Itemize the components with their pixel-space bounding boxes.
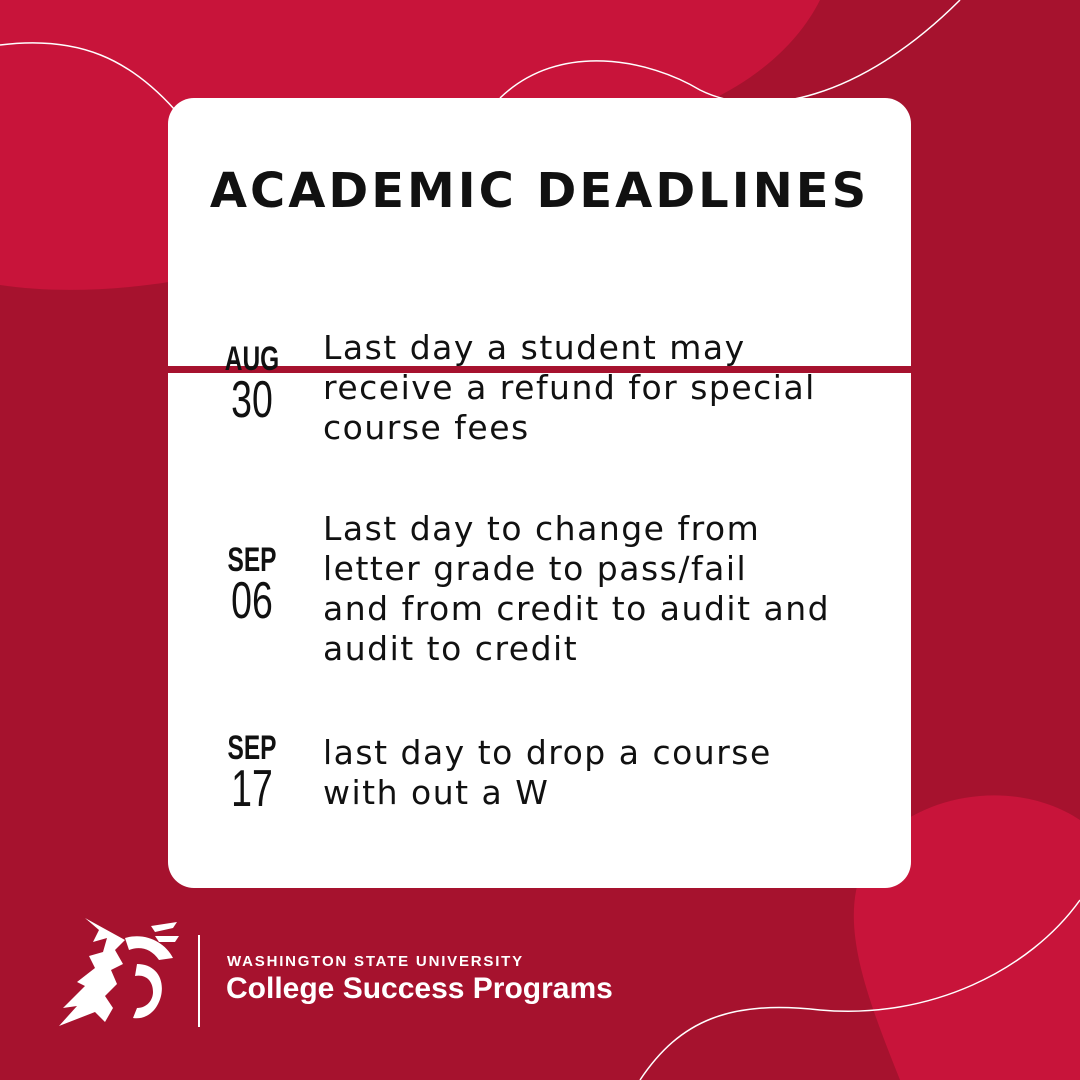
deadline-description xyxy=(323,509,883,669)
description-line: last day to drop a course xyxy=(323,733,772,772)
deadline-description xyxy=(323,328,883,448)
deadline-description xyxy=(323,733,883,813)
cougar-logo-icon xyxy=(55,912,180,1030)
deadline-day: 06 xyxy=(231,572,273,630)
deadline-day: 17 xyxy=(231,760,273,818)
deadline-month: SEP xyxy=(227,729,277,767)
deadline-date xyxy=(212,729,292,818)
deadlines-card xyxy=(168,98,911,888)
card-title: ACADEMIC DEADLINES xyxy=(209,163,870,219)
deadline-date xyxy=(212,541,292,630)
description-line: and from credit to audit and xyxy=(323,589,831,628)
description-line: Last day a student may xyxy=(323,328,746,367)
footer-separator xyxy=(198,935,200,1027)
description-line: Last day to change from xyxy=(323,509,761,548)
description-line: course fees xyxy=(323,408,530,447)
university-name: WASHINGTON STATE UNIVERSITY xyxy=(227,953,524,970)
deadline-date xyxy=(212,340,292,429)
deadline-month: AUG xyxy=(224,340,280,378)
program-name: College Success Programs xyxy=(226,972,613,1005)
deadline-month: SEP xyxy=(227,541,277,579)
description-line: with out a W xyxy=(323,773,550,812)
description-line: audit to credit xyxy=(323,629,579,668)
deadline-day: 30 xyxy=(231,371,273,429)
description-line: letter grade to pass/fail xyxy=(323,549,748,588)
description-line: receive a refund for special xyxy=(323,368,816,407)
